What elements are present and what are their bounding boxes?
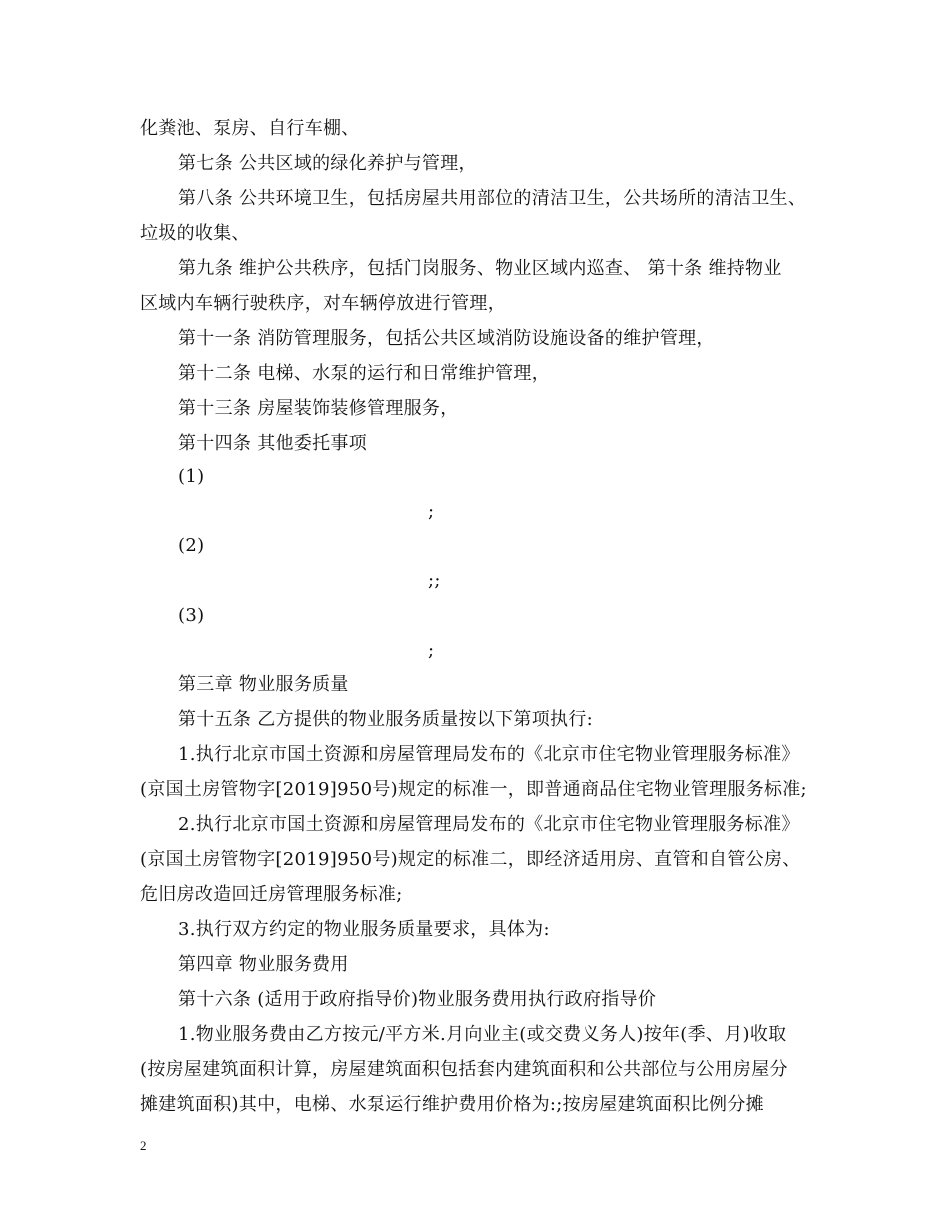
text-line: 第八条 公共环境卫生，包括房屋共用部位的清洁卫生，公共场所的清洁卫生、 (178, 188, 807, 209)
text-line: 3.执行双方约定的物业服务质量要求，具体为: (178, 919, 550, 940)
blank-line-end: ;; (428, 570, 441, 591)
list-marker: (3) (178, 605, 205, 626)
blank-line-end: ; (428, 501, 435, 522)
text-line: 第十二条 电梯、水泵的运行和日常维护管理， (178, 363, 551, 384)
text-line: 化粪池、泵房、自行车棚、 (140, 118, 360, 139)
list-marker: (2) (178, 535, 205, 556)
text-line: (京国土房管物字[2019]950号)规定的标准二，即经济适用房、直管和自管公房、 (140, 849, 801, 870)
list-marker: (1) (178, 466, 205, 487)
text-line: 1.物业服务费由乙方按元/平方米.月向业主(或交费义务人)按年(季、月)收取 (178, 1024, 787, 1045)
text-line: 2.执行北京市国土资源和房屋管理局发布的《北京市住宅物业管理服务标准》 (178, 814, 800, 835)
text-line: (按房屋建筑面积计算，房屋建筑面积包括套内建筑面积和公共部位与公用房屋分 (140, 1059, 788, 1080)
text-line: 第十三条 房屋装饰装修管理服务， (178, 398, 459, 419)
text-line: (京国土房管物字[2019]950号)规定的标准一，即普通商品住宅物业管理服务标准; (140, 779, 807, 800)
text-line: 区域内车辆行驶秩序，对车辆停放进行管理， (140, 293, 506, 314)
text-line: 第十四条 其他委托事项 (178, 433, 368, 454)
text-line: 危旧房改造回迁房管理服务标准; (140, 884, 403, 905)
chapter-heading: 第三章 物业服务质量 (178, 674, 349, 695)
text-line: 第七条 公共区域的绿化养护与管理， (178, 153, 477, 174)
text-line: 摊建筑面积)其中，电梯、水泵运行维护费用价格为:;按房屋建筑面积比例分摊 (140, 1094, 764, 1115)
text-line: 第十六条 (适用于政府指导价)物业服务费用执行政府指导价 (178, 989, 657, 1010)
text-line: 1.执行北京市国土资源和房屋管理局发布的《北京市住宅物业管理服务标准》 (178, 744, 800, 765)
text-line: 第十五条 乙方提供的物业服务质量按以下第项执行: (178, 709, 593, 730)
text-line: 第十一条 消防管理服务，包括公共区域消防设施设备的维护管理， (178, 328, 715, 349)
chapter-heading: 第四章 物业服务费用 (178, 954, 349, 975)
text-line: 垃圾的收集、 (140, 223, 250, 244)
page-number: 2 (140, 1138, 147, 1153)
blank-line-end: ; (428, 640, 435, 661)
text-line: 第九条 维护公共秩序，包括门岗服务、物业区域内巡查、 第十条 维持物业 (178, 258, 782, 279)
